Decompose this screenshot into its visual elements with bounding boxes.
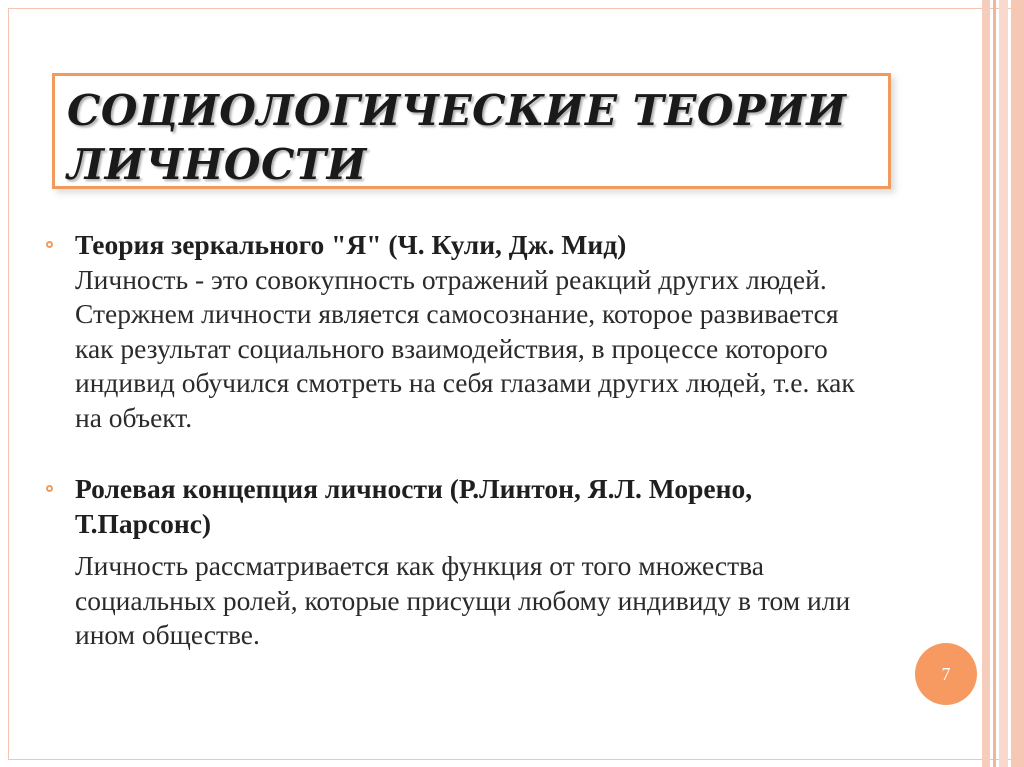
decorative-stripe [1011, 0, 1024, 767]
list-item [44, 228, 874, 435]
item-text: Личность рассматривается как функция от того множества социальных ролей, которые присущи любому индивиду в том или ином обществе. [75, 550, 851, 650]
decorative-stripe [982, 0, 990, 767]
page-number-badge: 7 [915, 643, 977, 705]
title-line-2: ЛИЧНОСТИ [67, 140, 367, 189]
circle-bullet-icon [46, 485, 53, 492]
decorative-stripe [993, 0, 996, 767]
list-item [44, 472, 874, 653]
item-text: Личность - это совокупность отражений реакций других людей. Стержнем личности является самосознание, которое развивается как результат социального взаимодействия, в процессе которого индивид обучился смотреть на себя глазами других людей, т.е. как на объект. [75, 263, 855, 433]
title-box [52, 73, 891, 189]
slide-title [67, 84, 846, 192]
slide-content [44, 228, 874, 653]
title-line-1: СОЦИОЛОГИЧЕСКИЕ ТЕОРИИ [67, 86, 847, 135]
circle-bullet-icon [46, 241, 53, 248]
item-heading: Теория зеркального "Я" (Ч. Кули, Дж. Мид) [75, 229, 627, 260]
decorative-stripe [999, 0, 1008, 767]
item-heading: Ролевая концепция личности (Р.Линтон, Я.Л. Морено, Т.Парсонс) [75, 473, 753, 539]
